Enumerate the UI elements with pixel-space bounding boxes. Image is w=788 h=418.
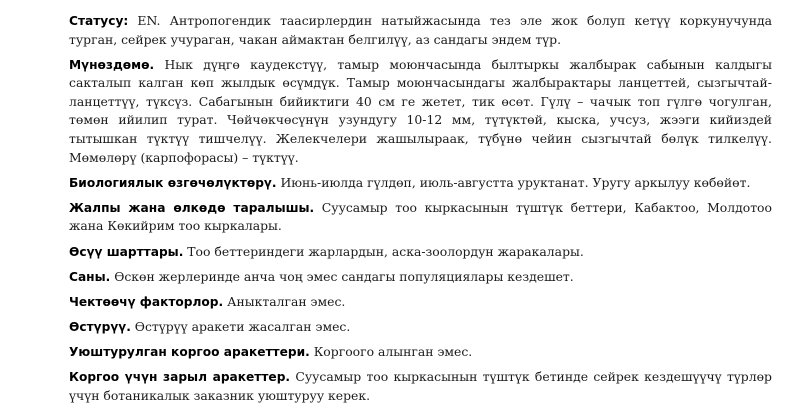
entry-label: Уюштурулган коргоо аракеттери. (69, 344, 310, 359)
entry-label: Саны. (69, 269, 111, 284)
entry-status (69, 12, 772, 49)
entry-text: Өстүрүү аракети жасалган эмес. (130, 318, 351, 334)
entry-description (69, 56, 772, 168)
entry-label: Жалпы жана өлкөдө таралышы. (69, 200, 315, 215)
entry-label: Өсүү шарттары. (69, 244, 184, 259)
entry-label: Коргоо үчүн зарыл аракеттер. (69, 370, 291, 384)
entry-distribution (69, 199, 772, 236)
entry-text: EN. Антропогендик таасирлердин натыйжасында тез эле жок болуп кетүү коркунучунда турган, сейрек учураган, чакан аймактан белгилүү, аз сандагы эндем түр. (69, 13, 772, 47)
entry-label: Биологиялык өзгөчөлүктөрү. (69, 175, 277, 190)
entry-abundance (69, 268, 772, 287)
entry-label: Өстүрүү. (69, 319, 131, 334)
entry-label: Мүнөздөмө. (69, 57, 155, 72)
entry-text: Суусамыр тоо кыркасынын түштүк бетинде сейрек кездешүүчү түрлөр үчүн ботаникалык заказник уюштуруу керек. (69, 369, 772, 403)
entry-required-measures (69, 368, 772, 405)
entry-cultivation (69, 318, 772, 337)
entry-limiting-factors (69, 293, 772, 312)
entry-protection-measures (69, 343, 772, 362)
entry-text: Коргоого алынган эмес. (309, 343, 473, 359)
entry-text: Аныкталган эмес. (223, 293, 346, 309)
entry-text: Өскөн жерлеринде анча чоң эмес сандагы популяциялары кездешет. (110, 268, 574, 284)
entry-biology (69, 174, 772, 193)
entry-text: Июнь-июлда гүлдөп, июль-августта уруктанат. Уругу аркылуу көбөйөт. (276, 174, 751, 190)
entry-text: Тоо беттериндеги жарлардын, аска-зоолордун жаракалары. (183, 243, 584, 259)
entry-text: Суусамыр тоо кыркасынын түштүк беттери, Кабактоо, Молдотоо жана Көкийрим тоо кыркалары. (69, 199, 772, 234)
entry-habitat (69, 243, 772, 262)
entry-text: Нык дүңгө каудекстүү, тамыр моюнчасында былтыркы жалбырак сабынын калдыгы сакталып калган көп жылдык өсүмдүк. Тамыр моюнчасындагы жалбырактары ланцеттей, сызгычтай-ланцеттүү, түксүз. Сабагынын бийиктиги 40 см ге жетет, тик өсөт. Гүлү – чачык топ гүлгө чогулган, төмөн ийилип турат. Чөйчөкчөсүнүн узундугу 10-12 мм, түтүктөй, кыска, учсуз, жээги кийиздей тытышкан түктүү тишчелүү. Желекчелери жашылыраак, түбүнө чейин сызгычтай бөлүк тилкелүү. Мөмөлөрү (карпофорасы) – түктүү. (69, 56, 772, 165)
entry-label: Статусу: (69, 14, 129, 28)
entry-label: Чектөөчү факторлор. (69, 294, 224, 309)
